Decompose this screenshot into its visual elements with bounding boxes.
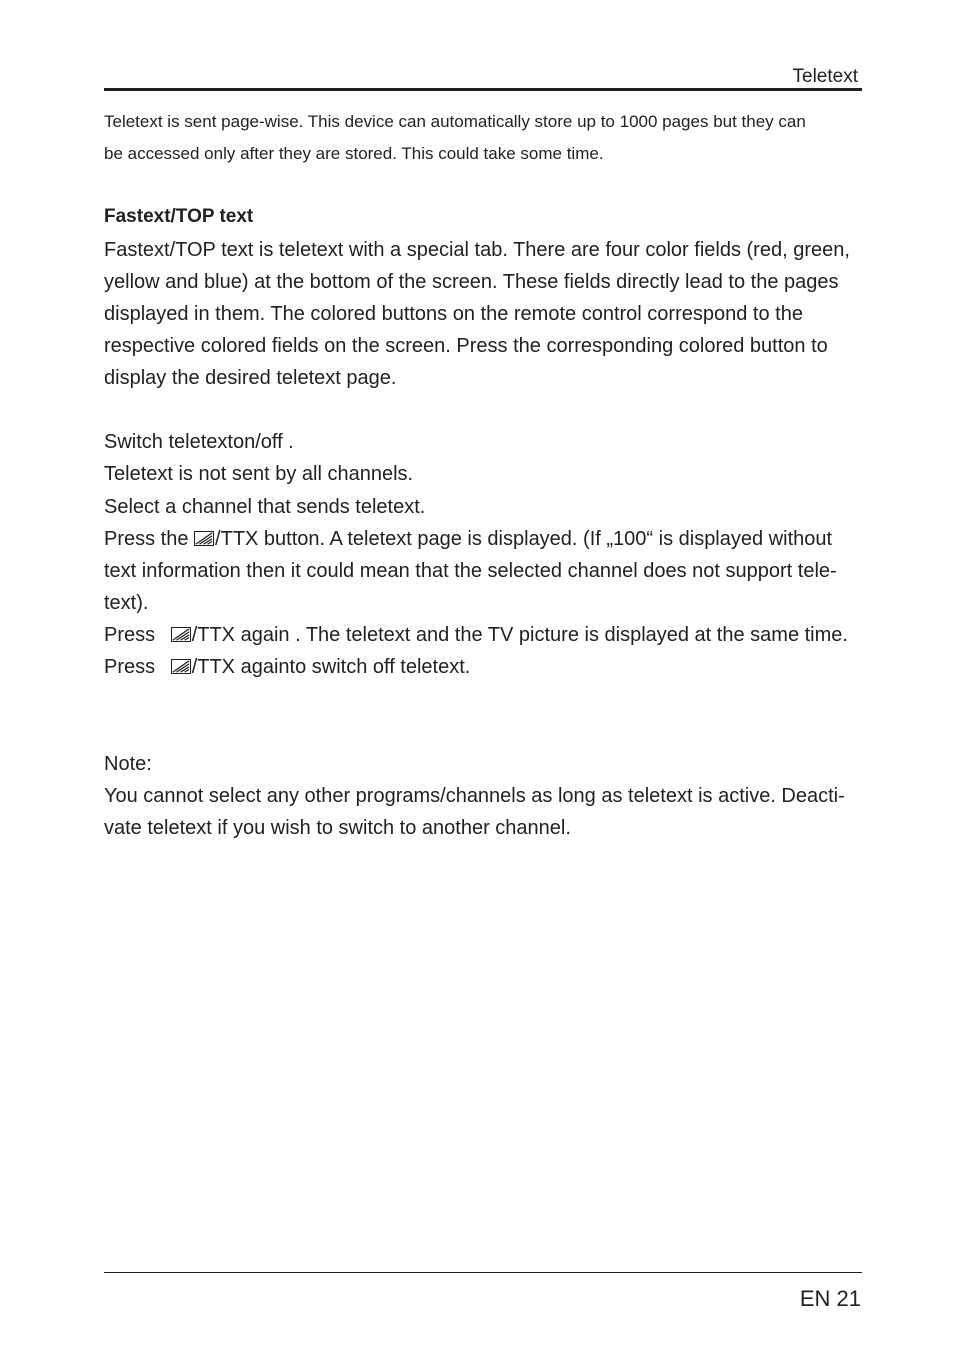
switch-line-8 [104, 651, 470, 683]
switch-line-1: Switch teletexton/off . [104, 431, 294, 453]
fastext-line-4: respective colored fields on the screen. Press the corresponding colored button to [104, 335, 828, 357]
section-title: Teletext [792, 66, 858, 87]
note-line-2: vate teletext if you wish to switch to another channel. [104, 817, 571, 839]
note-line-1: You cannot select any other programs/channels as long as teletext is active. Deacti- [104, 785, 845, 807]
switch-line-8-post: /TTX againto switch off teletext. [191, 656, 471, 678]
switch-line-3: Select a channel that sends teletext. [104, 496, 426, 518]
footer-rule [104, 1272, 862, 1273]
switch-line-4-post: /TTX button. A teletext page is displayed. (If „100“ is displayed without [215, 528, 833, 550]
fastext-line-1: Fastext/TOP text is teletext with a special tab. There are four color fields (red, green, [104, 239, 850, 261]
fastext-line-2: yellow and blue) at the bottom of the screen. These fields directly lead to the pages [104, 271, 839, 293]
page-number: EN 21 [799, 1286, 861, 1311]
switch-line-4 [104, 523, 832, 555]
switch-line-5: text information then it could mean that the selected channel does not support tele- [104, 560, 837, 582]
teletext-button-icon [171, 627, 191, 642]
teletext-button-icon [171, 659, 191, 674]
intro-line-1: Teletext is sent page-wise. This device can automatically store up to 1000 pages but they can [104, 112, 806, 131]
fastext-line-3: displayed in them. The colored buttons on the remote control correspond to the [104, 303, 803, 325]
switch-line-6: text). [104, 592, 149, 614]
switch-line-7 [104, 619, 848, 651]
switch-line-7-post: /TTX again . The teletext and the TV picture is displayed at the same time. [191, 624, 848, 646]
teletext-button-icon [194, 531, 214, 546]
switch-line-8-pre: Press [104, 656, 161, 678]
switch-line-7-pre: Press [104, 624, 161, 646]
fastext-heading: Fastext/TOP text [104, 206, 254, 227]
intro-line-2: be accessed only after they are stored. This could take some time. [104, 144, 604, 163]
switch-line-2: Teletext is not sent by all channels. [104, 463, 414, 485]
header-rule [104, 88, 862, 91]
fastext-line-5: display the desired teletext page. [104, 367, 397, 389]
switch-line-4-pre: Press the [104, 528, 195, 550]
note-label: Note: [104, 753, 152, 775]
